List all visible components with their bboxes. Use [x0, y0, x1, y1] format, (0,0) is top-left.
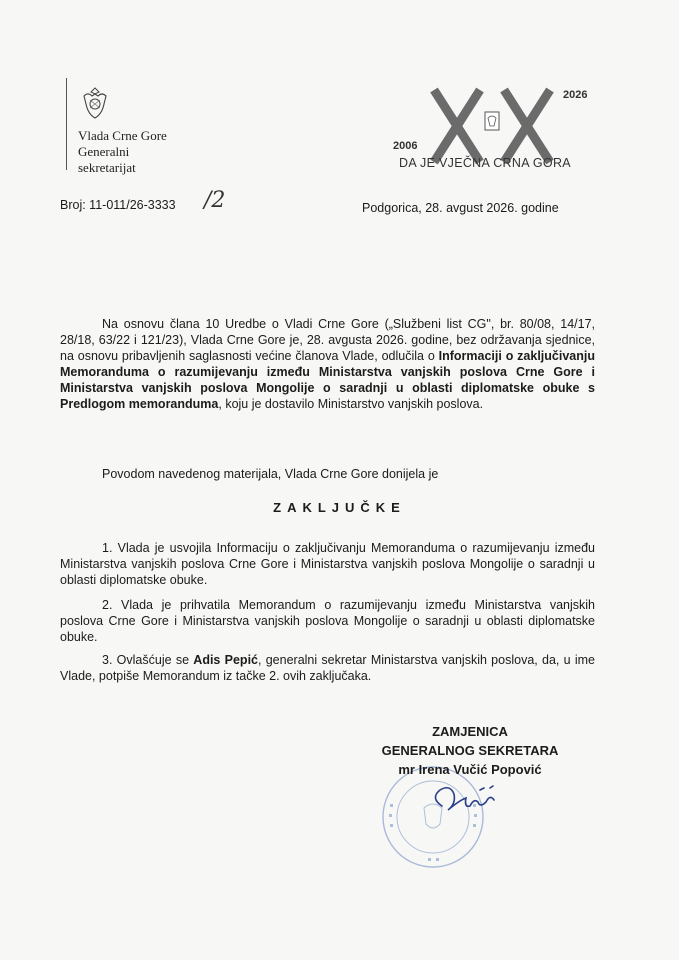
- logo-year-right: 2026: [563, 89, 588, 101]
- org-line: Vlada Crne Gore: [78, 128, 167, 143]
- conclusion-item: [60, 652, 595, 684]
- logo-motto: DA JE VJEČNA CRNA GORA: [399, 156, 571, 170]
- org-line: Generalni: [78, 144, 130, 159]
- intro-text: Na osnovu člana 10 Uredbe o Vladi Crne Gore („Službeni list CG", br. 80/08, 14/17, 28/18, 63/22 i 121/23), Vlada Crne Gore je, 28. avgusta 2026. godine, bez održavanja sjednice, na osnovu pribavljenih saglasnosti većine članova Vlade, odlučila o: [60, 317, 595, 363]
- signature-block: [352, 722, 588, 779]
- conclusion-text: 3. Ovlašćuje se: [102, 653, 194, 667]
- conclusions-heading: ZAKLJUČKE: [273, 500, 406, 515]
- signer-name: mr Irena Vučić Popović: [398, 762, 542, 777]
- place-date: Podgorica, 28. avgust 2026. godine: [362, 201, 559, 215]
- handwritten-suffix: /2: [204, 188, 226, 213]
- organization-name: [78, 128, 167, 176]
- intro-paragraph: [60, 316, 595, 412]
- conclusion-item: 1. Vlada je usvojila Informaciju o zaključivanju Memoranduma o razumijevanju između Ministarstva vanjskih poslova Crne Gore i Ministarstva vanjskih poslova Mongolije o saradnji u oblasti diplomatske obuke.: [60, 541, 595, 587]
- intro-text-end: , koju je dostavilo Ministarstvo vanjskih poslova.: [218, 397, 484, 411]
- signer-title: GENERALNOG SEKRETARA: [381, 743, 559, 758]
- conclusion-item: 2. Vlada je prihvatila Memorandum o razumijevanju između Ministarstva vanjskih poslova Crne Gore i Ministarstva vanjskih poslova Mongolije o saradnji u oblasti diplomatske obuke.: [60, 598, 595, 644]
- header-divider: [66, 78, 67, 170]
- signer-title: ZAMJENICA: [432, 724, 508, 739]
- org-line: sekretarijat: [78, 160, 136, 175]
- logo-year-left: 2006: [393, 140, 418, 152]
- coat-of-arms-icon: [80, 86, 110, 120]
- povodom-paragraph: Povodom navedenog materijala, Vlada Crne Gore donijela je: [102, 467, 439, 481]
- reference-number: Broj: 11-011/26-3333: [60, 198, 176, 212]
- handwritten-signature: [420, 776, 510, 824]
- conclusion-text: , generalni sekretar Ministarstva vanjskih poslova, da, u ime Vlade, potpiše Memorandum iz tačke 2. ovih zaključaka.: [60, 653, 595, 683]
- authorized-person: Adis Pepić: [193, 653, 258, 667]
- intro-bold-title: Informaciji o zaključivanju Memoranduma o razumijevanju između Ministarstva vanjskih poslova Crne Gore i Ministarstva vanjskih poslova Mongolije o saradnji u oblasti diplomatske obuke s Predlogom memoranduma: [60, 349, 595, 411]
